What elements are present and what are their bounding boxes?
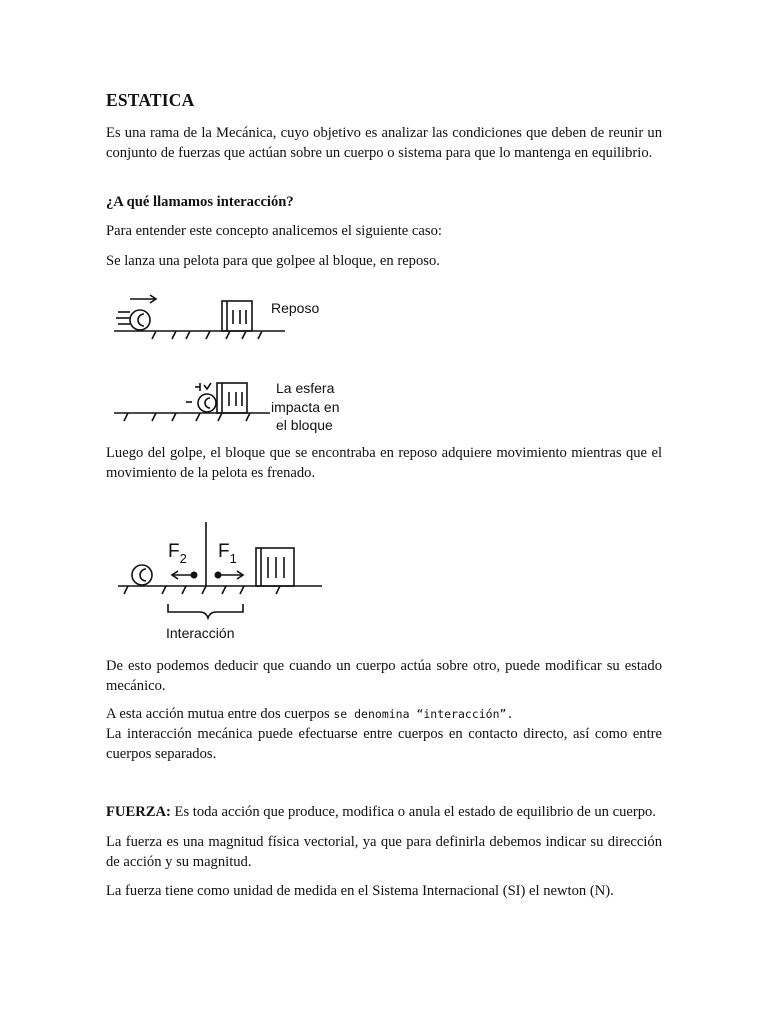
force-definition-text: Es toda acción que produce, modifica o anula el estado de equilibrio de un cuerpo. <box>170 804 656 820</box>
label-impact-1: La esfera <box>276 380 335 396</box>
after-impact-paragraph: Luego del golpe, el bloque que se encontraba en reposo adquiere movimiento mientras que el movimiento de la pelota es frenado. <box>106 445 662 481</box>
label-impact-2: impacta en <box>271 399 340 415</box>
force-f1-label: $F_1$ <box>218 541 237 566</box>
page-title: ESTATICA <box>106 90 195 110</box>
force-term: FUERZA: <box>106 804 171 820</box>
mutual-action-line <box>106 705 513 725</box>
mutual-action-start: A esta acción mutua entre dos cuerpos <box>106 706 330 722</box>
deduce-paragraph: De esto podemos deducir que cuando un cuerpo actúa sobre otro, puede modificar su estado mecánico. <box>106 658 662 694</box>
vector-paragraph: La fuerza es una magnitud física vectorial, ya que para definirla debemos indicar su dirección de acción y su magnitud. <box>106 834 662 870</box>
ball-shape <box>130 310 150 330</box>
force-f2-label: $F_2$ <box>168 541 187 566</box>
interaction-label: Interacción <box>166 625 235 641</box>
block-shape <box>222 301 252 331</box>
label-rest: Reposo <box>271 300 320 316</box>
force-definition <box>106 803 656 823</box>
intro-paragraph: Es una rama de la Mecánica, cuyo objetivo es analizar las condiciones que deben de reunir un conjunto de fuerzas que actúan sobre un cuerpo o sistema para que lo mantenga en equilibrio. <box>106 125 662 161</box>
mutual-action-end: se denomina “interacción”. <box>333 707 514 721</box>
ball-paragraph: Se lanza una pelota para que golpee al bloque, en reposo. <box>106 253 440 269</box>
interaction-question: ¿A qué llamamos interacción? <box>106 194 294 210</box>
label-impact-3: el bloque <box>276 417 333 433</box>
mechanical-interaction-paragraph: La interacción mecánica puede efectuarse entre cuerpos en contacto directo, así como entre cuerpos separados. <box>106 726 662 762</box>
unit-paragraph: La fuerza tiene como unidad de medida en el Sistema Internacional (SI) el newton (N). <box>106 883 614 899</box>
concept-paragraph: Para entender este concepto analicemos el siguiente caso: <box>106 223 442 239</box>
